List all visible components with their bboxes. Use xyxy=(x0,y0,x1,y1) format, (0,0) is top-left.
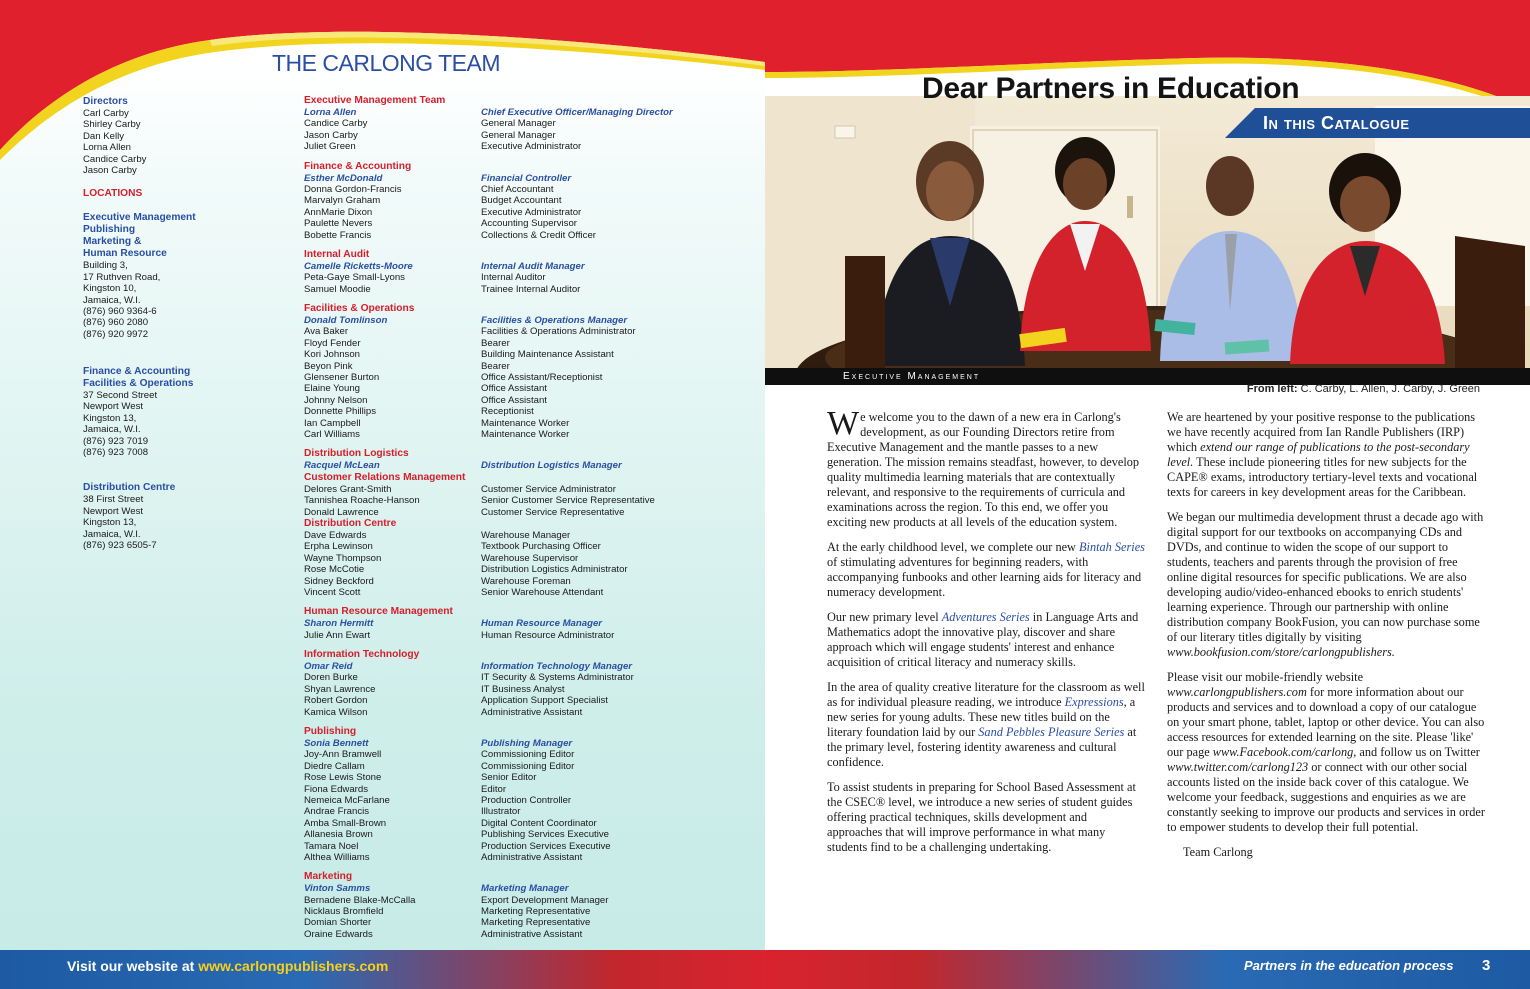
staff-name: Tannishea Roache-Hanson xyxy=(304,495,420,507)
address-line: Kingston 10, xyxy=(83,283,137,295)
office-heading: Executive Management xyxy=(83,212,196,224)
staff-name: Samuel Moodie xyxy=(304,283,371,295)
department-leader: Lorna Allen xyxy=(304,107,357,118)
address-line: Kingston 13, xyxy=(83,517,137,529)
address-line: Jamaica, W.I. xyxy=(83,528,141,540)
staff-names-column xyxy=(304,95,479,940)
staff-name: Ian Campbell xyxy=(304,417,361,429)
phone-number: (876) 923 7008 xyxy=(83,447,149,459)
staff-name: Peta-Gaye Small-Lyons xyxy=(304,272,405,284)
office-heading: Marketing & xyxy=(83,236,142,248)
catalogue-banner-label: In this Catalogue xyxy=(1263,113,1410,133)
footer-visit-line xyxy=(67,958,388,974)
website-url[interactable]: www.carlongpublishers.com xyxy=(1167,685,1307,699)
series-name: Bintah Series xyxy=(1079,540,1145,554)
staff-role: Human Resource Administrator xyxy=(481,629,615,641)
staff-name: Kori Johnson xyxy=(304,349,360,361)
director-name: Shirley Carby xyxy=(83,119,141,131)
department-heading: Finance & Accounting xyxy=(304,160,412,172)
staff-role: Office Assistant/Receptionist xyxy=(481,372,603,384)
staff-role: Administrative Assistant xyxy=(481,928,583,940)
drop-cap: W xyxy=(827,405,860,442)
staff-role: Commissioning Editor xyxy=(481,760,575,772)
staff-name: Sidney Beckford xyxy=(304,575,374,587)
staff-role: Warehouse Foreman xyxy=(481,575,571,587)
staff-role: Accounting Supervisor xyxy=(481,218,577,230)
paragraph-text: at the primary level, fostering identity awareness and cultural confidence. xyxy=(827,725,1137,769)
locations-heading: LOCATIONS xyxy=(83,188,143,200)
staff-role: Senior Warehouse Attendant xyxy=(481,586,604,598)
letter-paragraph xyxy=(827,780,1145,855)
department-heading: Marketing xyxy=(304,871,353,883)
paragraph-text: or connect with our other social accounts listed on the inside back cover of this catalogue. We welcome your feedback, suggestions and enquiries as we are constantly seeking to improve our products and services in order to empower students to develop their full potential. xyxy=(1167,760,1485,834)
staff-role: Internal Auditor xyxy=(481,272,546,284)
right-page xyxy=(765,0,1530,950)
letter-column-left xyxy=(827,405,1145,865)
paragraph-text: and follow us on Twitter xyxy=(1356,745,1480,759)
staff-name: Doren Burke xyxy=(304,672,358,684)
office-heading: Distribution Centre xyxy=(83,482,176,494)
staff-name: Jason Carby xyxy=(304,129,358,141)
staff-name: Bobette Francis xyxy=(304,229,372,241)
address-line: Jamaica, W.I. xyxy=(83,424,141,436)
director-name: Lorna Allen xyxy=(83,142,132,154)
staff-name: Oraine Edwards xyxy=(304,928,373,940)
twitter-url[interactable]: www.twitter.com/carlong123 xyxy=(1167,760,1309,774)
department-leader: Camelle Ricketts-Moore xyxy=(304,260,413,272)
staff-role: Office Assistant xyxy=(481,383,547,395)
paragraph-text: These include pioneering titles for new subjects for the CAPE® exams, introductory tertiary-level texts and vocational texts for careers in key development areas for the Caribbean. xyxy=(1167,455,1478,499)
letter-paragraph xyxy=(827,540,1145,600)
staff-name: Floyd Fender xyxy=(304,337,361,349)
department-leader: Racquel McLean xyxy=(304,460,380,472)
department-leader: Sharon Hermitt xyxy=(304,618,374,630)
staff-name: Rose Lewis Stone xyxy=(304,772,382,784)
paragraph-text: Our new primary level xyxy=(827,610,942,624)
staff-name: Donald Lawrence xyxy=(304,506,379,518)
staff-name: Wayne Thompson xyxy=(304,552,382,564)
staff-name: Kamica Wilson xyxy=(304,706,368,718)
department-heading: Facilities & Operations xyxy=(304,303,415,315)
staff-name: Vincent Scott xyxy=(304,586,361,598)
staff-name: Delores Grant-Smith xyxy=(304,483,392,495)
staff-role: Publishing Services Executive xyxy=(481,829,609,841)
from-left-label: From left: xyxy=(1246,383,1298,395)
staff-role: Production Controller xyxy=(481,794,572,806)
page-number: 3 xyxy=(1482,957,1491,974)
leader-title: Chief Executive Officer/Managing Director xyxy=(481,107,673,118)
staff-role: Administrative Assistant xyxy=(481,851,583,863)
staff-role: Maintenance Worker xyxy=(481,428,570,440)
letter-paragraph xyxy=(827,610,1145,670)
staff-name: Domian Shorter xyxy=(304,917,372,929)
address-line: 38 First Street xyxy=(83,494,144,506)
letter-paragraph xyxy=(827,405,1145,530)
department-heading: Distribution Centre xyxy=(304,517,397,529)
staff-name: Beyon Pink xyxy=(304,360,353,372)
department-leader: Sonia Bennett xyxy=(304,738,369,750)
paragraph-text: Please visit our mobile-friendly website xyxy=(1167,670,1364,684)
paragraph-text: To assist students in preparing for School Based Assessment at the CSEC® level, we introduce a new series of student guides offering practical techniques, skills development and approaches that will improve performance in what many students find to be a challenging undertaking. xyxy=(827,780,1136,854)
staff-role: Illustrator xyxy=(481,806,521,818)
leader-title: Marketing Manager xyxy=(481,883,569,895)
staff-role: Receptionist xyxy=(481,406,534,418)
office-heading: Facilities & Operations xyxy=(83,378,194,390)
staff-name: Bernadene Blake-McCalla xyxy=(304,894,416,906)
paragraph-text: e welcome you to the dawn of a new era in Carlong's development, as our Founding Directors retire from Executive Management and the mantle passes to a new generation. The mission remains steadfast, however, to develop quality multimedia learning materials that are contextually relevant, and responsive to the requirements of curricula and examinations across the region. To this end, we offer you exciting new products at all levels of the education system. xyxy=(827,410,1140,529)
department-heading: Distribution Logistics xyxy=(304,448,409,460)
staff-role: Senior Editor xyxy=(481,772,537,784)
left-page xyxy=(0,0,765,950)
staff-name: Julie Ann Ewart xyxy=(304,629,371,641)
department-heading: Customer Relations Management xyxy=(304,471,466,483)
staff-role: Application Support Specialist xyxy=(481,695,608,707)
staff-role: Customer Service Administrator xyxy=(481,483,616,495)
executive-team-photo xyxy=(765,96,1530,384)
staff-role: Warehouse Supervisor xyxy=(481,552,579,564)
letter-column-right xyxy=(1167,410,1489,870)
paragraph-text: We are heartened by your positive response to the publications we have recently acquired from Ian Randle Publishers (IRP) which xyxy=(1167,410,1476,454)
staff-name: Elaine Young xyxy=(304,383,361,395)
staff-role: Warehouse Manager xyxy=(481,529,571,541)
staff-role: Bearer xyxy=(481,360,510,372)
director-name: Carl Carby xyxy=(83,108,129,119)
staff-name: Nemeica McFarlane xyxy=(304,794,390,806)
staff-role: Digital Content Coordinator xyxy=(481,817,597,829)
series-name: Sand Pebbles Pleasure Series xyxy=(978,725,1125,739)
series-name: Expressions xyxy=(1064,695,1124,709)
phone-number: (876) 920 9972 xyxy=(83,328,149,340)
staff-name: Robert Gordon xyxy=(304,695,368,707)
footer-visit-text: Visit our website at xyxy=(67,958,199,974)
leader-title: Human Resource Manager xyxy=(481,618,603,630)
staff-name: Althea Williams xyxy=(304,851,370,863)
paragraph-text: , a new series for young adults. These new titles build on the literary foundation laid by our xyxy=(827,695,1136,739)
photo-credit-line xyxy=(1247,383,1480,395)
phone-number: (876) 923 7019 xyxy=(83,435,149,447)
emphasis-text: extend our range of publications to the post-secondary level. xyxy=(1167,440,1470,469)
staff-role: IT Security & Systems Administrator xyxy=(481,672,634,684)
address-line: Jamaica, W.I. xyxy=(83,294,141,306)
office-heading: Publishing xyxy=(83,224,136,236)
paragraph-text: At the early childhood level, we complete our new xyxy=(827,540,1080,554)
staff-name: Fiona Edwards xyxy=(304,783,368,795)
staff-role: Budget Accountant xyxy=(481,195,562,207)
paragraph-text: in Language Arts and Mathematics adopt the innovative play, discover and share approach which will engage students' interest and enhance acquisition of critical literacy and numeracy skills. xyxy=(827,610,1139,669)
staff-role: General Manager xyxy=(481,118,556,130)
staff-name: Johnny Nelson xyxy=(304,394,368,406)
staff-role: Textbook Purchasing Officer xyxy=(481,541,601,553)
staff-role: Executive Administrator xyxy=(481,206,582,218)
leader-title: Financial Controller xyxy=(481,172,572,184)
staff-name: Donna Gordon-Francis xyxy=(304,183,402,195)
staff-role: Distribution Logistics Administrator xyxy=(481,564,628,576)
directors-heading: Directors xyxy=(83,96,128,107)
address-line: 37 Second Street xyxy=(83,390,158,402)
letter-signoff: Team Carlong xyxy=(1183,845,1253,859)
footer-tagline: Partners in the education process xyxy=(1244,958,1454,973)
staff-role: General Manager xyxy=(481,129,556,141)
staff-name: Glensener Burton xyxy=(304,372,380,384)
staff-name: Donnette Phillips xyxy=(304,406,376,418)
staff-name: Shyan Lawrence xyxy=(304,683,376,695)
staff-role: IT Business Analyst xyxy=(481,683,565,695)
staff-name: Tamara Noel xyxy=(304,840,359,852)
office-heading: Finance & Accounting xyxy=(83,366,191,378)
paragraph-text: for more information about our products and services and to download a copy of our catalogue on your smart phone, tablet, laptop or other device. You can also access resources for extended learning on the site. Please 'like' our page xyxy=(1167,685,1485,759)
address-line: 17 Ruthven Road, xyxy=(83,271,161,283)
staff-name: AnnMarie Dixon xyxy=(304,206,373,218)
staff-role: Customer Service Representative xyxy=(481,506,625,518)
series-name: Adventures Series xyxy=(941,610,1030,624)
staff-role: Trainee Internal Auditor xyxy=(481,283,581,295)
department-leader: Donald Tomlinson xyxy=(304,315,388,327)
leader-title: Internal Audit Manager xyxy=(481,260,585,272)
directors-locations-column xyxy=(83,96,288,551)
staff-roles-column xyxy=(481,95,751,940)
address-line: Building 3, xyxy=(83,260,128,272)
staff-name: Paulette Nevers xyxy=(304,218,373,230)
letter-paragraph xyxy=(827,680,1145,770)
staff-role: Export Development Manager xyxy=(481,894,609,906)
staff-role: Bearer xyxy=(481,337,510,349)
department-heading: Publishing xyxy=(304,726,357,738)
staff-name: Erpha Lewinson xyxy=(304,541,373,553)
staff-name: Joy-Ann Bramwell xyxy=(304,749,382,761)
staff-name: Marvalyn Graham xyxy=(304,195,381,207)
staff-role: Maintenance Worker xyxy=(481,417,570,429)
staff-name: Carl Williams xyxy=(304,428,360,440)
staff-name: Candice Carby xyxy=(304,118,368,130)
address-line: Newport West xyxy=(83,505,144,517)
department-leader: Esther McDonald xyxy=(304,172,383,184)
department-leader: Vinton Samms xyxy=(304,883,371,895)
letter-paragraph xyxy=(1167,410,1489,500)
team-page-title: THE CARLONG TEAM xyxy=(272,50,500,76)
photo-caption: Executive Management xyxy=(843,371,981,382)
address-line: Kingston 13, xyxy=(83,412,137,424)
staff-role: Senior Customer Service Representative xyxy=(481,495,655,507)
staff-role: Marketing Representative xyxy=(481,917,591,929)
leader-title: Information Technology Manager xyxy=(481,661,633,673)
staff-role: Commissioning Editor xyxy=(481,749,575,761)
department-leader: Omar Reid xyxy=(304,661,353,673)
phone-number: (876) 960 2080 xyxy=(83,317,149,329)
bookfusion-url[interactable]: www.bookfusion.com/store/carlongpublishers. xyxy=(1167,645,1395,659)
leader-title: Publishing Manager xyxy=(481,738,573,750)
staff-role: Administrative Assistant xyxy=(481,706,583,718)
paragraph-text: In the area of quality creative literature for the classroom as well as for individual pleasure reading, we introduce xyxy=(827,680,1145,709)
staff-name: Dave Edwards xyxy=(304,529,367,541)
director-name: Candice Carby xyxy=(83,153,147,165)
department-heading: Executive Management Team xyxy=(304,95,446,106)
phone-number: (876) 960 9364-6 xyxy=(83,305,157,317)
team-photo-illustration xyxy=(765,96,1530,384)
letter-paragraph xyxy=(1167,510,1489,660)
footer-website-link[interactable]: www.carlongpublishers.com xyxy=(198,958,389,974)
staff-role: Editor xyxy=(481,783,507,795)
office-heading: Human Resource xyxy=(83,248,167,260)
staff-role: Chief Accountant xyxy=(481,183,554,195)
paragraph-text: We began our multimedia development thrust a decade ago with digital support for our textbooks on accompanying CDs and DVDs, and continue to widen the scope of our support to students, teachers and parents through the provision of free online digital resources for specific publications. We are also developing audio/video-enhanced ebooks to enrich students' learning experience. Through our partnership with online distribution company BookFusion, you can now purchase some of our literary titles digitally by visiting xyxy=(1167,510,1484,644)
staff-name: Diedre Callam xyxy=(304,760,365,772)
director-name: Dan Kelly xyxy=(83,130,125,142)
department-heading: Internal Audit xyxy=(304,248,370,260)
staff-role: Production Services Executive xyxy=(481,840,611,852)
leader-title: Distribution Logistics Manager xyxy=(481,460,622,472)
staff-name: Ava Baker xyxy=(304,326,349,338)
director-name: Jason Carby xyxy=(83,164,137,176)
letter-paragraph xyxy=(1167,670,1489,835)
staff-role: Facilities & Operations Administrator xyxy=(481,326,636,338)
staff-role: Office Assistant xyxy=(481,394,547,406)
staff-name: Allanesia Brown xyxy=(304,829,373,841)
from-left-names: C. Carby, L. Allen, J. Carby, J. Green xyxy=(1300,383,1480,395)
staff-name: Juliet Green xyxy=(304,141,356,153)
letter-title: Dear Partners in Education xyxy=(922,72,1300,105)
staff-name: Andrae Francis xyxy=(304,806,370,818)
staff-role: Executive Administrator xyxy=(481,141,582,153)
facebook-url[interactable]: www.Facebook.com/carlong, xyxy=(1212,745,1357,759)
phone-number: (876) 923 6505-7 xyxy=(83,539,157,551)
paragraph-text: of stimulating adventures for beginning readers, with accompanying funbooks and other learning aids for literacy and numeracy development. xyxy=(827,555,1142,599)
address-line: Newport West xyxy=(83,401,144,413)
department-heading: Information Technology xyxy=(304,649,420,661)
staff-role: Collections & Credit Officer xyxy=(481,229,596,241)
staff-name: Rose McCotie xyxy=(304,564,365,576)
leader-title: Facilities & Operations Manager xyxy=(481,315,628,327)
staff-name: Amba Small-Brown xyxy=(304,817,387,829)
staff-role: Building Maintenance Assistant xyxy=(481,349,614,361)
staff-name: Nicklaus Bromfield xyxy=(304,906,384,918)
staff-role: Marketing Representative xyxy=(481,906,591,918)
department-heading: Human Resource Management xyxy=(304,606,453,618)
